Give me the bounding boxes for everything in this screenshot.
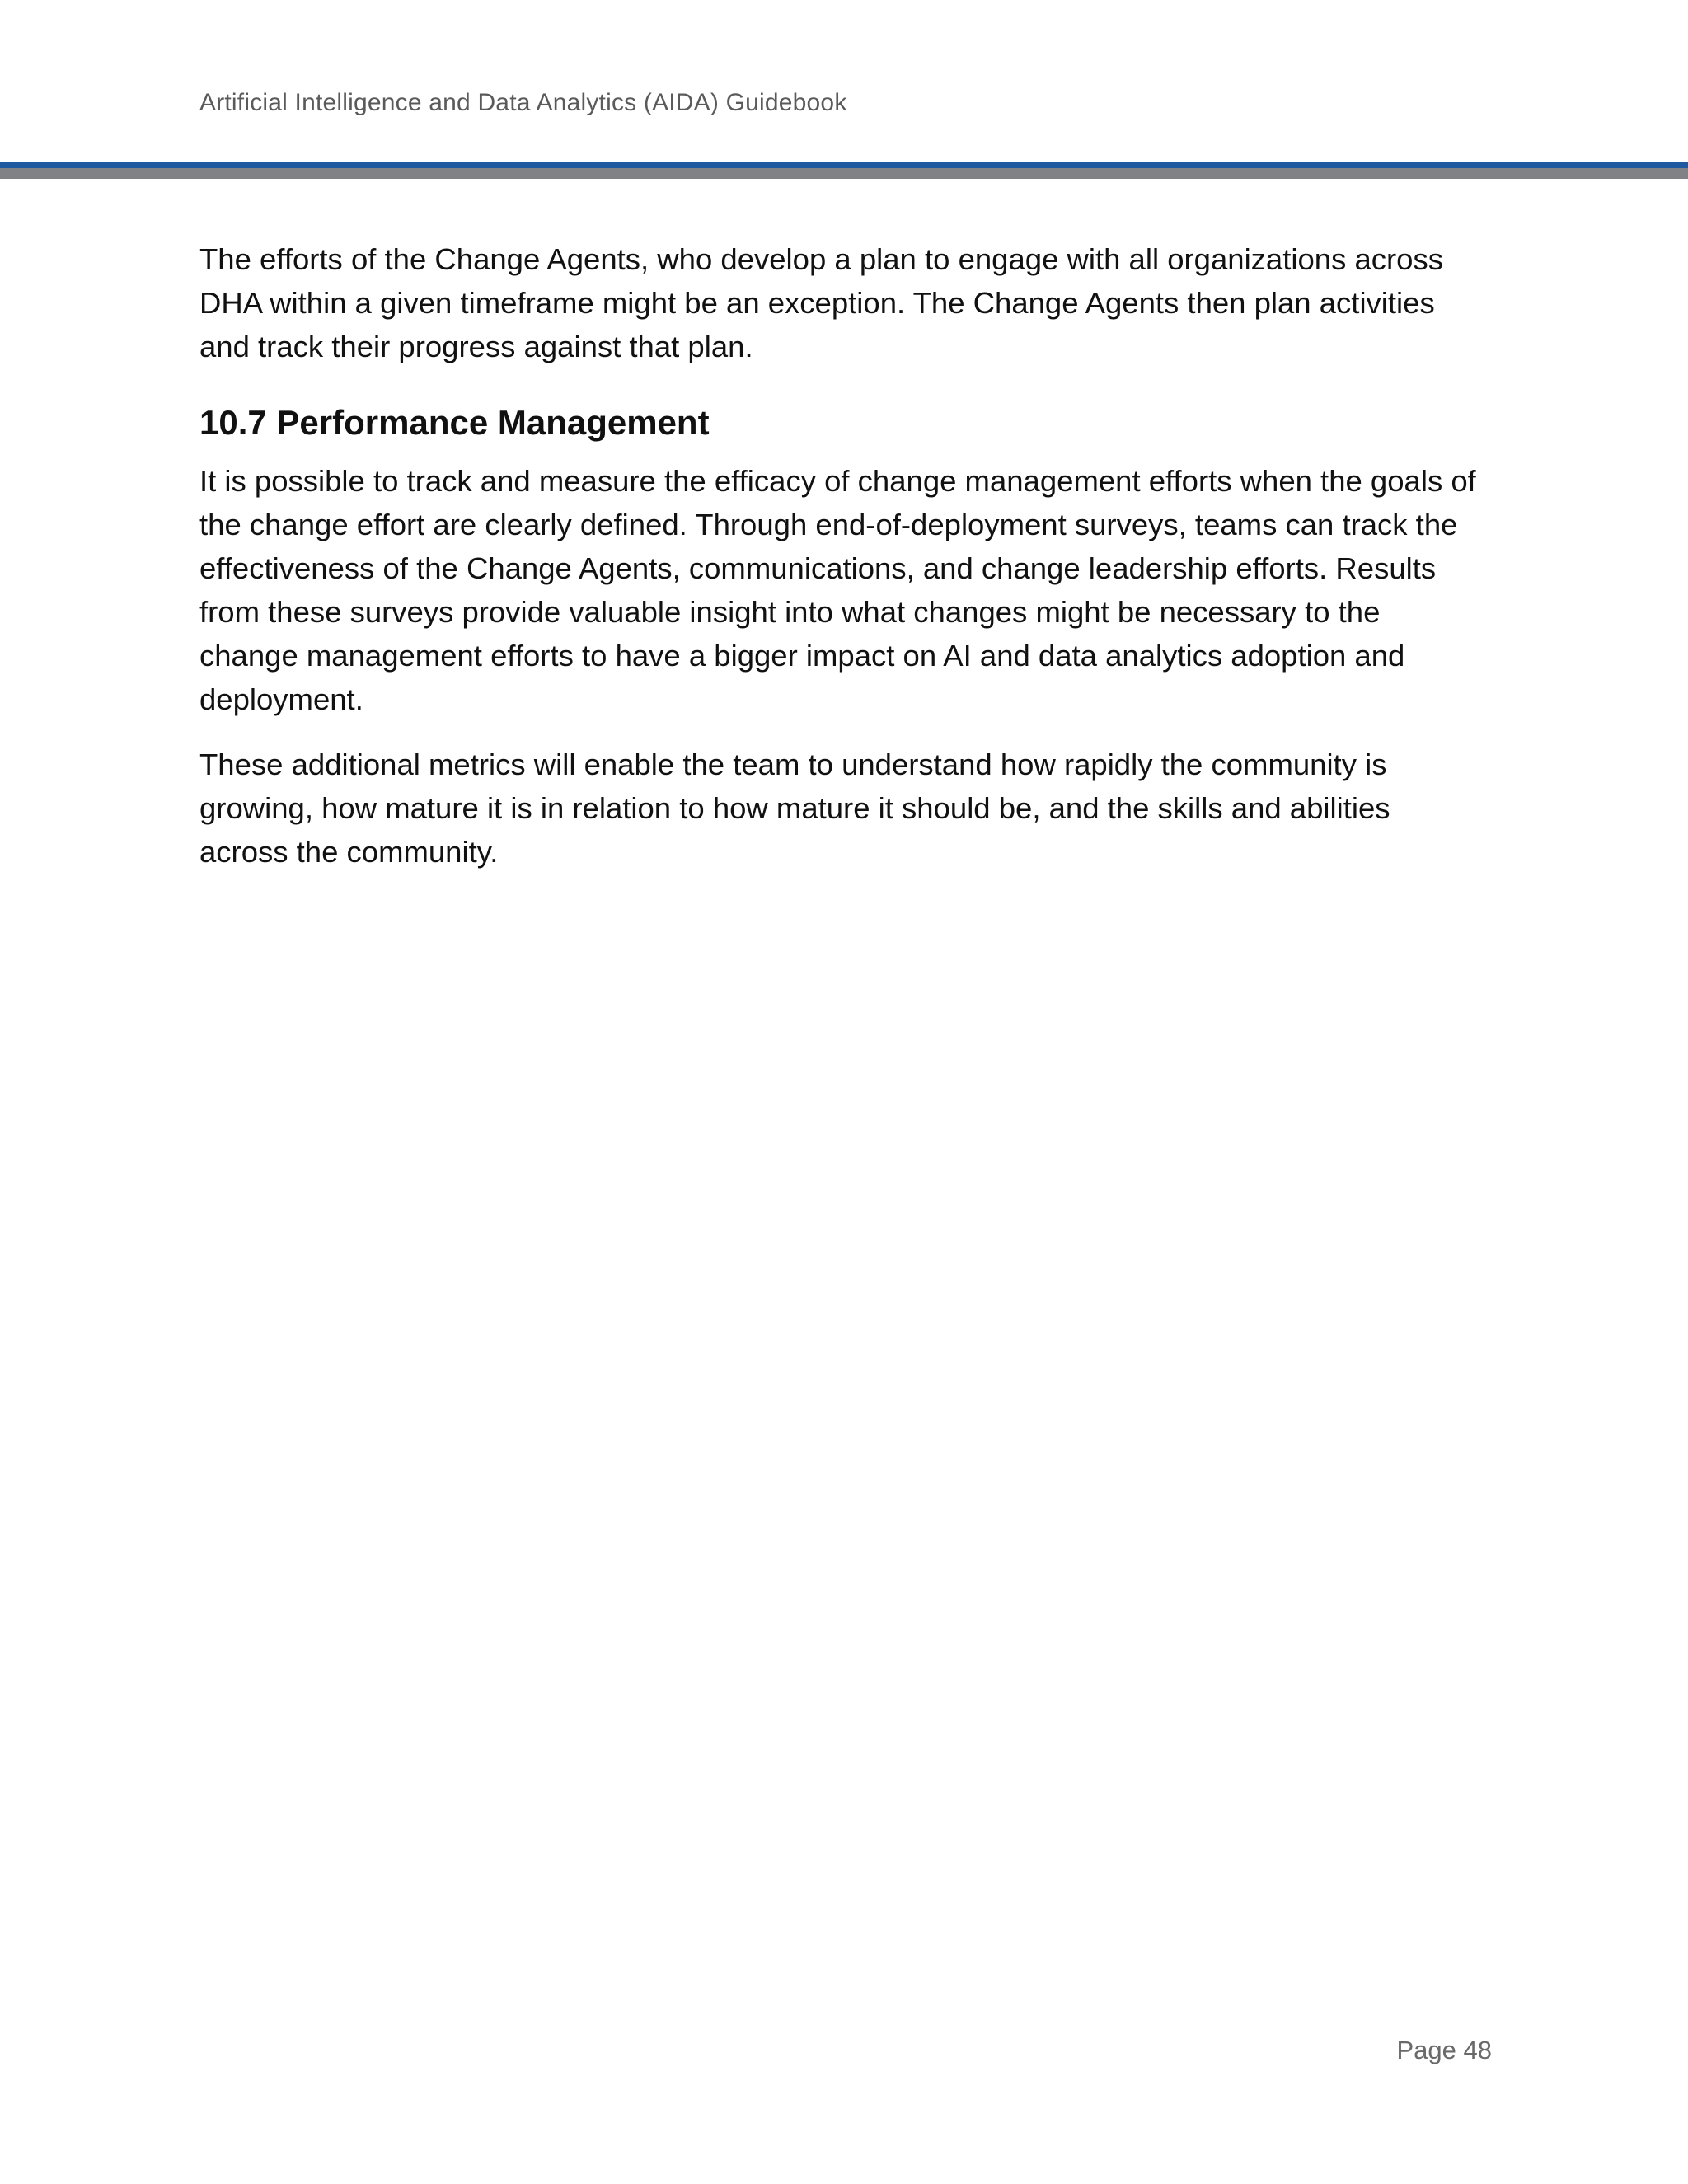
metrics-paragraph: These additional metrics will enable the team to understand how rapidly the community is growing, how mature it is in relation to how mature it should be, and the skills and abilities across the community.: [199, 748, 1390, 869]
page-content: [199, 237, 1485, 895]
section-heading: 10.7 Performance Management: [199, 403, 710, 442]
performance-paragraph: It is possible to track and measure the efficacy of change management efforts when the goals of the change effort are clearly defined. Through end-of-deployment surveys, teams can track the effectiveness of the Change Agents, communications, and change leadership efforts. Results from these surveys provide valuable insight into what changes might be necessary to the change management efforts to have a bigger impact on AI and data analytics adoption and deployment.: [199, 464, 1476, 716]
intro-paragraph: The efforts of the Change Agents, who develop a plan to engage with all organizations across DHA within a given timeframe might be an exception. The Change Agents then plan activities and track their progress against that plan.: [199, 242, 1443, 363]
header-rule-gray: [0, 168, 1688, 179]
page-number: Page 48: [1396, 2036, 1492, 2064]
header-rule-blue: [0, 162, 1688, 168]
running-header: Artificial Intelligence and Data Analytics (AIDA) Guidebook: [199, 89, 847, 116]
